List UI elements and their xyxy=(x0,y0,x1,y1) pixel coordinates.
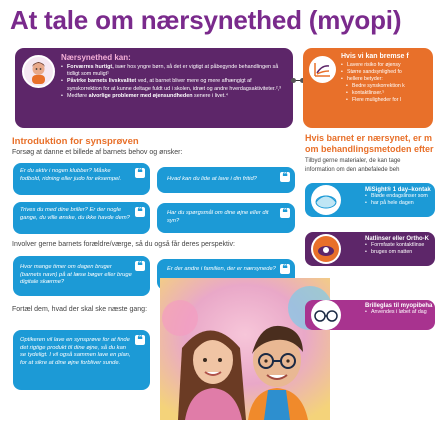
slowing-benefits-box xyxy=(303,48,433,128)
card-title: Brilleglas til myopibeha xyxy=(365,303,433,309)
question-text: Er du aktiv i nogen klubber? Måske fodbold, ridning eller judo for eksempel. xyxy=(20,168,122,182)
list-item: • Bløde endagslinser som xyxy=(365,193,431,200)
question-text: Har du spørgsmål om dine øjne eller dit syn? xyxy=(167,210,269,224)
child-eye-icon xyxy=(22,55,55,88)
card-list xyxy=(365,242,431,256)
list-item: • Større sandsynlighed fo xyxy=(341,69,429,76)
treatment-text-line2: information om den anbefalede beh xyxy=(305,167,400,173)
quote-icon: ❝ xyxy=(135,168,145,178)
involve-text: Involver gerne barnets forældre/værge, så du også får deres perspektiv: xyxy=(12,241,235,248)
question-text: Er der andre i familien, der er nærsynede? xyxy=(167,266,276,272)
intro-heading: Introduktion for synsprøven xyxy=(12,136,139,147)
question-bubble xyxy=(13,163,150,195)
treatment-text-line1: Tilbyd gerne materialer, de kan tage xyxy=(305,158,401,164)
quote-icon: ❝ xyxy=(135,335,145,345)
question-text: Hvor mange timer om dagen bruger (barnets navn) på at læse bøger eller bruge digitale skærme? xyxy=(20,264,132,285)
connector-dot xyxy=(291,78,296,83)
list-item: • hellere betyder: xyxy=(341,76,429,83)
card-list xyxy=(365,309,431,316)
next-step-bubble xyxy=(13,330,150,390)
treatment-heading-line1: Hvis barnet er nærsynet, er m xyxy=(305,133,433,143)
list-item: • Forværres hurtigt, især hos yngre børn, så det er vigtigt at påbegynde behandlingen så tidligt som muligt¹ xyxy=(61,64,287,78)
list-item: • Bedre synskorrektion k xyxy=(346,83,429,90)
myopia-effects-heading: Nærsynethed kan: xyxy=(61,53,131,62)
treatment-card-orthok xyxy=(305,232,435,266)
myopia-effects-box xyxy=(15,48,293,128)
list-item: • har på hele dagen xyxy=(365,200,431,207)
card-title: Natlinser eller Ortho-K xyxy=(365,236,430,242)
question-bubble xyxy=(13,202,150,234)
children-photo xyxy=(160,278,330,420)
question-bubble xyxy=(157,167,295,193)
quote-icon: ❝ xyxy=(280,264,290,274)
list-item: • Lavere risiko for øjensy xyxy=(341,62,429,69)
quote-icon: ❝ xyxy=(135,207,145,217)
card-title: MiSight® 1 day–kontak xyxy=(365,187,431,193)
quote-icon: ❝ xyxy=(135,261,145,271)
list-item: • Påvirke barnets livskvalitet ved, at barnet bliver mere og mere afhængigt af synskorrektion for at kunne deltage fuldt ud i skolen, idræt og andre hverdagsaktiviteter.²,³ xyxy=(61,78,287,92)
list-item: • bruges om natten xyxy=(365,249,431,256)
slowing-benefits-heading: Hvis vi kan bremse f xyxy=(341,53,409,60)
intro-text: Forsøg at danne et billede af barnets behov og ønsker: xyxy=(12,149,183,156)
list-item: • Flere muligheder for l xyxy=(346,97,429,104)
page-title: At tale om nærsynethed (myopi) xyxy=(10,5,402,35)
list-item: • Medføre alvorlige problemer med øjensundheden senere i livet.⁴ xyxy=(61,93,287,100)
list-item: • kontaktlinser.⁵ xyxy=(346,90,429,97)
list-item: • Anvendes i løbet af dag xyxy=(365,309,431,316)
quote-icon: ❝ xyxy=(280,208,290,218)
glasses-icon xyxy=(311,300,341,330)
parent-question-bubble xyxy=(13,256,150,296)
graph-icon xyxy=(309,56,336,83)
quote-icon: ❝ xyxy=(280,172,290,182)
question-text: Hvad kan du lide at lave i din fritid? xyxy=(167,176,257,182)
treatment-card-glasses xyxy=(305,300,435,330)
next-text: Fortæl dem, hvad der skal ske næste gang: xyxy=(12,306,148,313)
slowing-benefits-list xyxy=(341,62,429,104)
treatment-card-misight xyxy=(305,183,435,217)
contact-lens-icon xyxy=(311,185,341,215)
treatment-heading-line2: om behandlingsmetoden efter xyxy=(305,144,434,154)
next-step-text: Optikeren vil lave en synsprøve for at finde det rigtige produkt til dine øjne, så du kan se tydeligt. I vil også sammen lave en plan, for at sikre at dine øjne forbliver sunde. xyxy=(20,337,131,366)
card-list xyxy=(365,193,431,207)
list-item: • Formfaste kontaktlinse xyxy=(365,242,431,249)
night-lens-icon xyxy=(311,234,341,264)
question-bubble xyxy=(157,203,295,233)
myopia-effects-list xyxy=(61,64,287,100)
question-text: Trives du med dine briller? Er der nogle gange, du ville ønske, du ikke havde dem? xyxy=(20,207,130,221)
